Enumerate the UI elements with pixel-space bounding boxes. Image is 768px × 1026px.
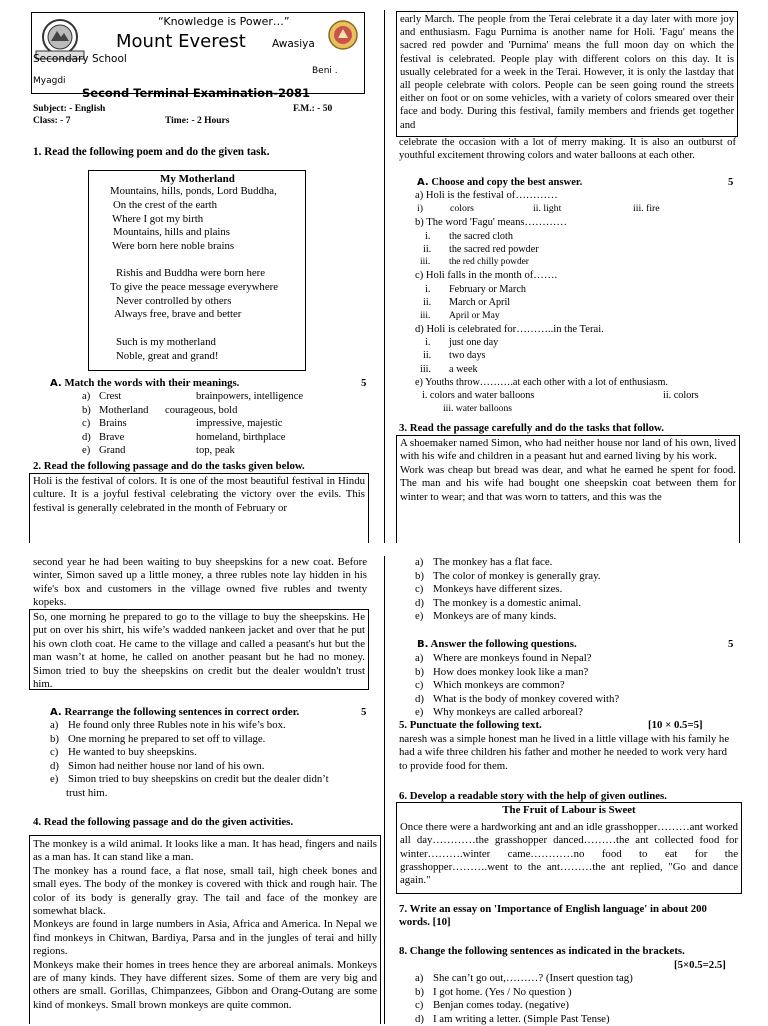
q2-heading: 2. Read the following passage and do the tasks given below. (33, 460, 305, 474)
q4-taskB-marks: 5 (728, 638, 733, 652)
list-item: b) I got home. (Yes / No question ) (415, 986, 745, 1000)
time-label: Time: - 2 Hours (165, 115, 229, 127)
poem-line: Such is my motherland (110, 336, 219, 350)
mcq-question: c) Holi falls in the month of……. (415, 269, 745, 282)
full-marks: F.M.: - 50 (293, 103, 332, 115)
q4-para: Monkeys make their homes in trees hence they are arboreal animals. Monkeys are of many kinds. They have different sizes. Some of them are very big and others are small. Gorillas, Chimpanzees, Gibbon and Orang-Outang are some kind of monkeys. Small brown monkeys are quite common. (33, 959, 377, 1013)
poem-line: Where I got my birth (110, 213, 277, 227)
subject-label: Subject: - English (33, 103, 105, 115)
q4-para: The monkey is a wild animal. It looks like a man. It has head, fingers and nails as a man has. It can stand like a man. (33, 838, 377, 865)
q1-taskA-marks: 5 (361, 377, 366, 391)
school-sub-awasiya: Awasiya (272, 38, 315, 51)
task-label: B. (417, 639, 428, 650)
mcq-question: b) The word 'Fagu' means………… (415, 216, 745, 229)
column-divider (384, 10, 385, 543)
match-item: a) Crest brainpowers, intelligence (82, 390, 342, 404)
list-item: a) The monkey has a flat face. (415, 556, 735, 570)
list-item: b) One morning he prepared to set off to village. (50, 733, 370, 747)
poem-line: Noble, great and grand! (110, 350, 219, 364)
story-outline: Once there were a hardworking ant and an idle grasshopper………ant worked all day…………the grasshopper danced………the ant collected food for winter……….winter came…………no food to eat for the grasshopper……….went to the ant………the ant replied, "Go and dance again." (400, 821, 738, 888)
mcq-option: ii. the sacred red powder (415, 243, 745, 256)
q5-text: naresh was a simple honest man he lived in a little village with his family he had a wife three children his father and mother he needed to work very hard to provide food for them. (399, 733, 737, 773)
list-item: c) Which monkeys are common? (415, 679, 735, 693)
q3-para: Work was cheap but bread was dear, and what he earned he spent for food. The man and his wife had bought one sheepskin coat between them for winter to wear; and that was worn to tatters, and this was the (400, 464, 736, 504)
mcq-option: iii. April or May (415, 309, 745, 322)
q7-heading: 7. Write an essay on 'Importance of English language' in about 200 words. [10] (399, 903, 737, 930)
q2-taskA (417, 176, 582, 190)
task-text: Rearrange the following sentences in correct order. (64, 706, 299, 718)
task-label: A. (417, 177, 429, 188)
poem-line: Were born here noble brains (110, 240, 277, 254)
q3-passage-part2: second year he had been waiting to buy sheepskins for a new coat. Before winter, Simon saved up a little money, a three rubles note lay hidden in his wife's box and customers in the village owned five rubles and twenty kopeks. (33, 556, 367, 608)
poem-title: My Motherland (160, 172, 235, 186)
list-item: d) Simon had neither house nor land of his own. (50, 760, 370, 774)
poem-line: Rishis and Buddha were born here (110, 267, 278, 281)
list-item: d) I am writing a letter. (Simple Past Tense) (415, 1013, 745, 1026)
match-item: c) Brains impressive, majestic (82, 417, 342, 431)
mcq-option: i. February or March (415, 283, 745, 296)
poem-stanza-2 (110, 267, 278, 322)
list-item: c) Monkeys have different sizes. (415, 583, 735, 597)
true-false-list (415, 556, 735, 624)
q2-passage-part2: early March. The people from the Terai celebrate it a day later with more joy and enthusiasm. Fagu Purnima is another name for Holi. 'Fagu' means the sacred red powder and 'Purnima' means the full moon day on which the festival is celebrated. People play with different colors on this day. It is usually celebrated for a week in the Terai. However, it is only the lastday that all people celebrate with colors. People can be seen going round the streets either on foot or on some vehicles, with a variety of colors smeared over their face and body. During this festival, family members and friends get together and (396, 11, 738, 137)
poem-line: On the crest of the earth (110, 199, 277, 213)
list-item: a) She can’t go out,………? (Insert question tag) (415, 972, 745, 986)
q8-marks: [5×0.5=2.5] (674, 959, 726, 973)
list-item: e) Simon tried to buy sheepskins on credit but the dealer didn’t (50, 773, 370, 787)
task-text: Answer the following questions. (431, 638, 577, 650)
task-text: Choose and copy the best answer. (431, 177, 582, 188)
poem-stanza-1 (110, 185, 277, 254)
poem-line: Always free, brave and better (110, 308, 278, 322)
list-item: c) He wanted to buy sheepskins. (50, 746, 370, 760)
q3-heading: 3. Read the passage carefully and do the tasks that follow. (399, 422, 664, 436)
mcq-question: d) Holi is celebrated for………..in the Terai. (415, 323, 745, 336)
poem-stanza-3 (110, 336, 219, 364)
q6-heading: 6. Develop a readable story with the help of given outlines. (399, 790, 667, 804)
q2-mcq (415, 189, 745, 416)
mcq-option: iii. water balloons (415, 402, 745, 415)
q2-passage-part1: Holi is the festival of colors. It is one of the most beautiful festival in Hindu culture. It is a joyful festival celebrating the victory over the evils. This festival is generally celebrated in the month of February or (29, 473, 369, 543)
school-motto: “Knowledge is Power…” (158, 15, 290, 29)
list-item: c) Benjan comes today. (negative) (415, 999, 745, 1013)
emblem-icon (328, 19, 358, 51)
school-name: Mount Everest (116, 30, 246, 53)
q2-taskA-marks: 5 (728, 176, 733, 190)
task-label: A. (50, 378, 62, 389)
mcq-option: iii. the red chilly powder (415, 256, 745, 269)
mcq-options: i) colors ii. light iii. fire (415, 202, 745, 216)
mcq-option: i. the sacred cloth (415, 230, 745, 243)
mcq-question: a) Holi is the festival of………… (415, 189, 745, 202)
school-sub-beni: Beni . (312, 66, 338, 78)
questions-list (415, 652, 735, 720)
mcq-option: ii. two days (415, 349, 745, 362)
task-label: A. (50, 707, 62, 718)
mcq-option: ii. March or April (415, 296, 745, 309)
match-list (82, 390, 342, 458)
q5-heading: 5. Punctuate the following text. (399, 719, 542, 733)
list-item: b) How does monkey look like a man? (415, 666, 735, 680)
match-item: e) Grand top, peak (82, 444, 342, 458)
q1-heading: 1. Read the following poem and do the given task. (33, 145, 270, 159)
q4-taskB (417, 638, 577, 652)
mcq-question: e) Youths throw……….at each other with a lot of enthusiasm. (415, 376, 745, 389)
q3-para: A shoemaker named Simon, who had neither house nor land of his own, lived with his wife and children in a peasant hut and earned living by his work. (400, 437, 736, 464)
list-item-cont: trust him. (50, 787, 370, 801)
q4-passage (29, 835, 381, 1024)
school-sub-secondary: Secondary School (33, 53, 127, 66)
poem-line: Mountains, hills and plains (110, 226, 277, 240)
q4-para: Monkeys are found in large numbers in Asia, Africa and America. In Nepal we find monkeys in Chitwan, Bardiya, Parsa and in the jungles of terai and hilly regions. (33, 918, 377, 958)
q8-list (415, 972, 745, 1026)
q8-heading: 8. Change the following sentences as indicated in the brackets. (399, 945, 685, 959)
story-title: The Fruit of Labour is Sweet (400, 804, 738, 818)
column-divider (384, 556, 385, 1024)
q6-story-box (396, 802, 742, 894)
school-sub-myagdi: Myagdi (33, 76, 66, 88)
q2-passage-part3: celebrate the occasion with a lot of merry making. It is also an outburst of youthful excitement throwing colors and water balloons at each other. (399, 136, 736, 162)
q4-heading: 4. Read the following passage and do the given activities. (33, 816, 293, 830)
match-item: b) Motherland courageous, bold (82, 404, 342, 418)
poem-line: Mountains, hills, ponds, Lord Buddha, (110, 185, 277, 199)
list-item: b) The color of monkey is generally gray. (415, 570, 735, 584)
poem-line: Never controlled by others (110, 295, 278, 309)
q5-marks: [10 × 0.5=5] (648, 719, 703, 733)
q3-taskA-marks: 5 (361, 706, 366, 720)
mcq-option: i. colors and water balloons ii. colors (415, 389, 745, 402)
match-item: d) Brave homeland, birthplace (82, 431, 342, 445)
list-item: a) He found only three Rubles note in his wife’s box. (50, 719, 370, 733)
class-label: Class: - 7 (33, 115, 70, 127)
q1-taskA (50, 377, 239, 391)
poem-line: To give the peace message everywhere (110, 281, 278, 295)
q3-taskA (50, 706, 299, 720)
mcq-option: i. just one day (415, 336, 745, 349)
list-item: a) Where are monkeys found in Nepal? (415, 652, 735, 666)
list-item: e) Why monkeys are called arboreal? (415, 706, 735, 720)
exam-title: Second Terminal Examination-2081 (82, 86, 310, 101)
q3-passage-part3: So, one morning he prepared to go to the village to buy the sheepskins. He put on over his shirt, his wife’s wadded nankeen jacket and over that he put his own cloth coat. He came to the village and called a peasant's hut but the man wasn’t at home, he called on another peasant but he had no money. Simon tried to buy the sheepskins on credit but the dealer wouldn't trust him. (29, 609, 369, 690)
list-item: e) Monkeys are of many kinds. (415, 610, 735, 624)
task-text: Match the words with their meanings. (64, 377, 239, 389)
q4-para: The monkey has a round face, a flat nose, small tail, high cheek bones and small eyes. The body of the monkey is covered with thick and rough hair. The color of its body is generally gray. The tail and face of the monkey are somewhat black. (33, 865, 377, 919)
rearrange-list (50, 719, 370, 800)
list-item: d) What is the body of monkey covered with? (415, 693, 735, 707)
list-item: d) The monkey is a domestic animal. (415, 597, 735, 611)
q3-passage-part1 (396, 435, 740, 543)
mcq-option: iii. a week (415, 363, 745, 376)
